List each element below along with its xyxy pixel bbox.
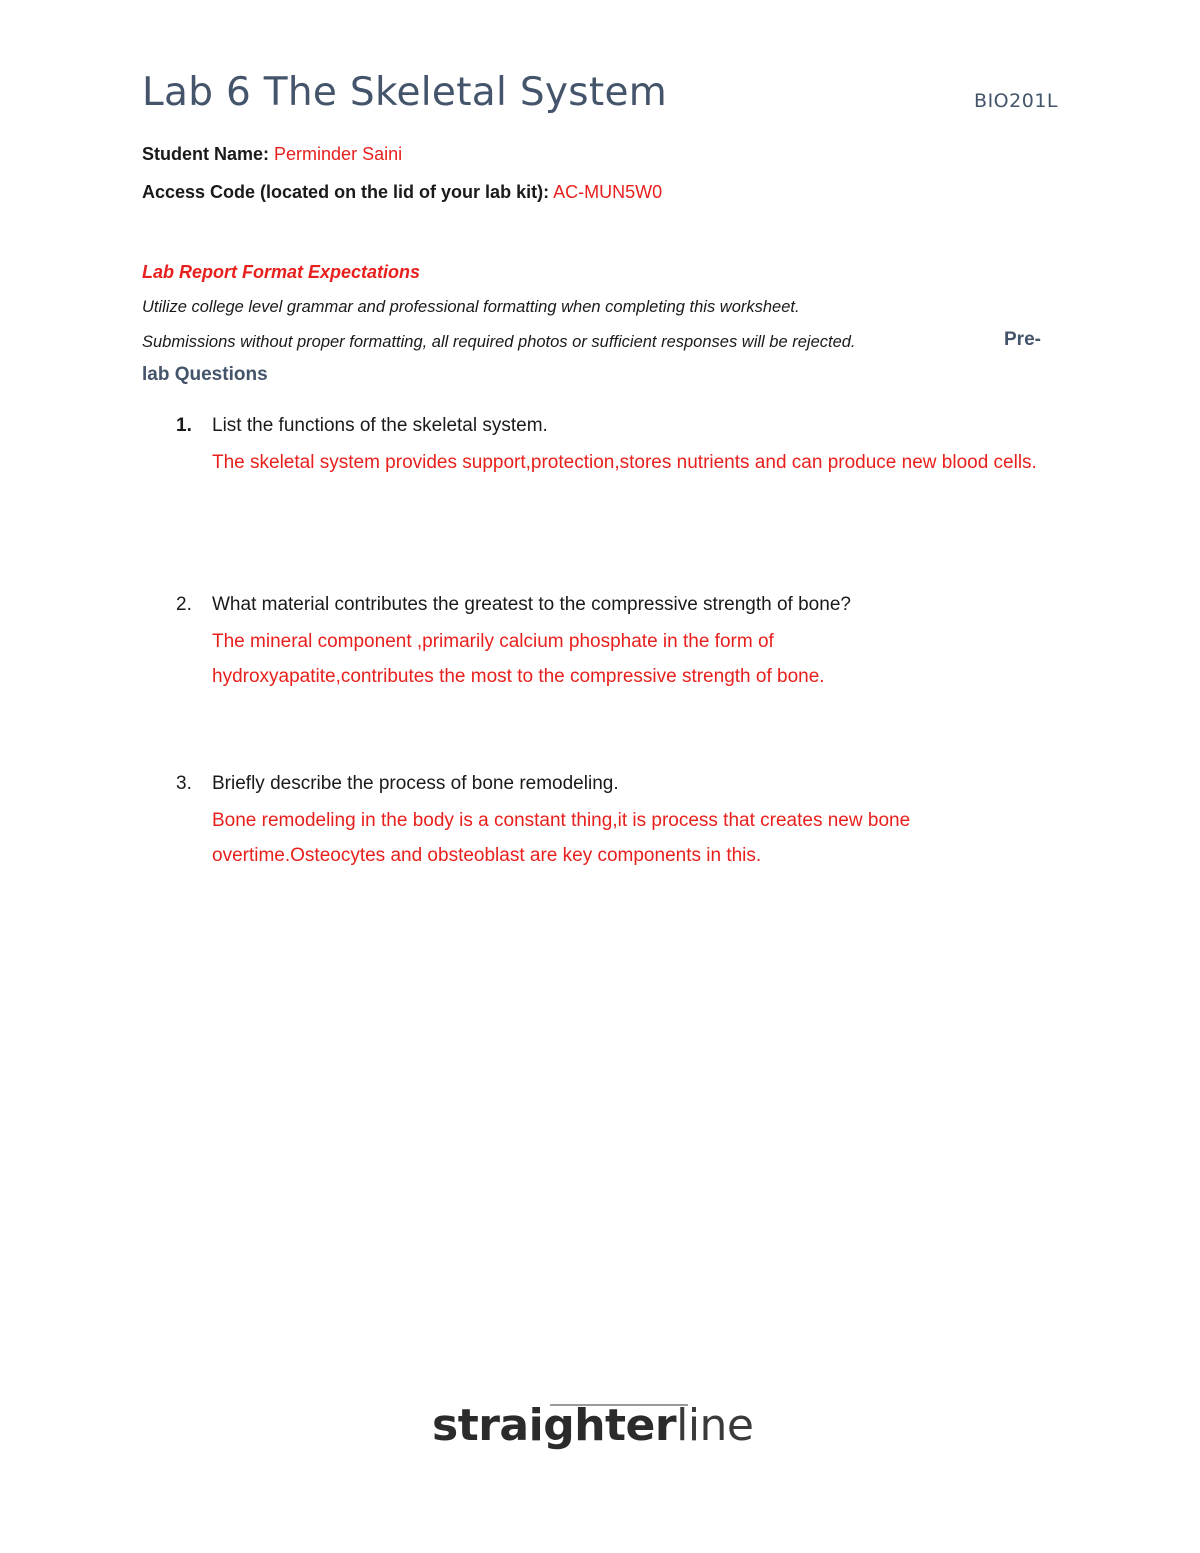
logo-text-light: line (676, 1400, 754, 1451)
title-row (142, 70, 1058, 130)
question-3-answer: Bone remodeling in the body is a constant thing,it is process that creates new bone overtime.Osteocytes and obsteoblast are key components in this. (212, 810, 911, 866)
question-2-number: 2. (176, 594, 192, 615)
question-2-answer: The mineral component ,primarily calcium phosphate in the form of hydroxyapatite,contributes the most to the compressive strength of bone. (212, 631, 825, 687)
logo-text-bold: straighter (432, 1400, 677, 1451)
access-code-field (142, 182, 662, 203)
format-heading: Lab Report Format Expectations (142, 262, 421, 282)
prelab-heading-part2: lab Questions (142, 364, 268, 385)
question-1-text: List the functions of the skeletal system. (212, 415, 548, 436)
format-line-2: Submissions without proper formatting, all required photos or sufficient responses will be rejected. (142, 333, 856, 351)
question-2-text: What material contributes the greatest to the compressive strength of bone? (212, 594, 851, 615)
student-name-value: Perminder Saini (274, 144, 403, 164)
straighterline-logo (432, 1398, 762, 1460)
format-line-1: Utilize college level grammar and professional formatting when completing this worksheet. (142, 298, 800, 316)
question-3-text: Briefly describe the process of bone remodeling. (212, 773, 619, 794)
course-code: BIO201L (974, 90, 1058, 112)
student-name-label: Student Name: (142, 144, 270, 164)
question-3-number: 3. (176, 773, 192, 794)
access-code-value: AC-MUN5W0 (553, 182, 663, 202)
page-title: Lab 6 The Skeletal System (142, 70, 668, 115)
logo-text (432, 1400, 754, 1451)
student-name-field (142, 144, 402, 165)
question-1-number: 1. (176, 415, 192, 436)
prelab-heading-part1: Pre- (1004, 329, 1041, 350)
question-1-answer: The skeletal system provides support,protection,stores nutrients and can produce new blood cells. (212, 452, 1037, 473)
access-code-label: Access Code (located on the lid of your lab kit): (142, 182, 550, 202)
